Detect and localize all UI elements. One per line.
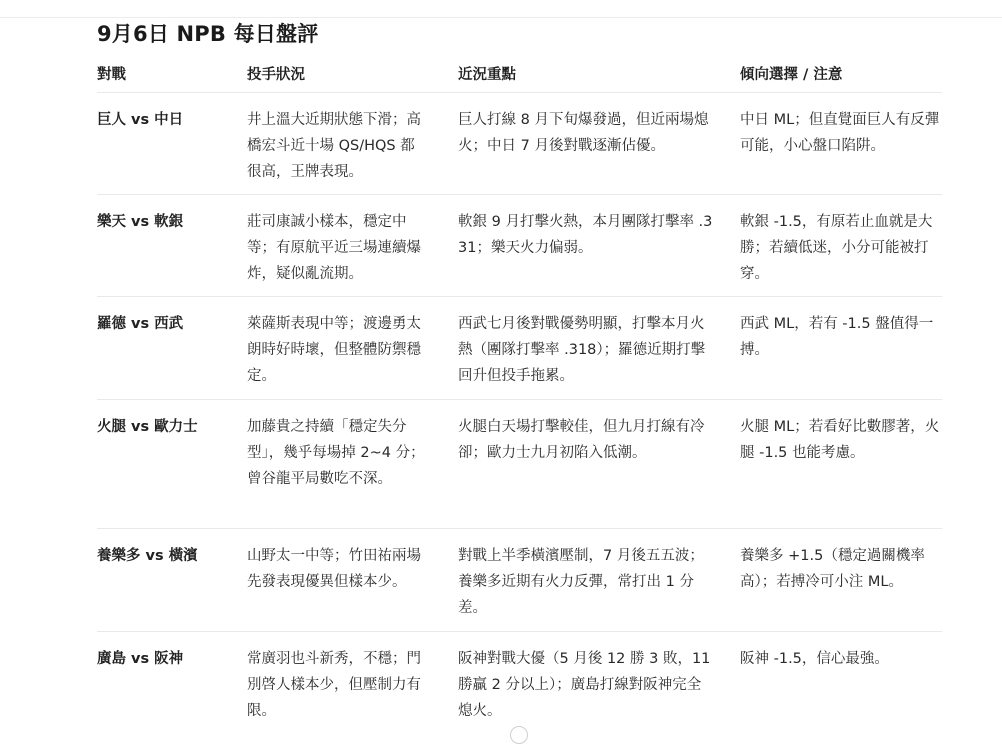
page-title: 9月6日 NPB 每日盤評 [97,22,319,46]
matchup-cell: 養樂多 vs 橫濱 [97,548,198,564]
pitchers-cell: 萊薩斯表現中等；渡邊勇太朗時好時壞，但整體防禦穩定。 [247,316,421,384]
scroll-down-button[interactable] [510,726,528,744]
table-row [97,400,942,529]
pick-cell: 養樂多 +1.5（穩定過關機率高）；若搏冷可小注 ML。 [740,548,925,590]
header-pitchers: 投手狀況 [247,67,305,83]
pick-cell: 軟銀 -1.5，有原若止血就是大勝；若續低迷，小分可能被打穿。 [740,214,933,282]
pitchers-cell: 莊司康誠小樣本，穩定中等；有原航平近三場連續爆炸，疑似亂流期。 [247,214,421,282]
pitchers-cell: 加藤貴之持續「穩定失分型」，幾乎每場掉 2~4 分；曾谷龍平局數吃不深。 [247,419,425,487]
matchup-cell: 羅德 vs 西武 [97,316,184,332]
pitchers-cell: 常廣羽也斗新秀，不穩；門別啓人樣本少，但壓制力有限。 [247,651,421,719]
recent-cell: 阪神對戰大優（5 月後 12 勝 3 敗，11 勝贏 2 分以上）；廣島打線對阪神完全熄火。 [458,651,711,719]
pitchers-cell: 山野太一中等；竹田祐兩場先發表現優異但樣本少。 [247,548,421,590]
table-row [97,297,942,400]
pitchers-cell: 井上溫大近期狀態下滑；高橋宏斗近十場 QS/HQS 都很高，王牌表現。 [247,112,421,180]
recent-cell: 火腿白天場打擊較佳，但九月打線有冷卻；歐力士九月初陷入低潮。 [458,419,705,461]
table-row [97,529,942,632]
recent-cell: 巨人打線 8 月下旬爆發過，但近兩場熄火；中日 7 月後對戰逐漸佔優。 [458,112,709,154]
recent-cell: 軟銀 9 月打擊火熱，本月團隊打擊率 .331；樂天火力偏弱。 [458,214,713,256]
matchup-cell: 廣島 vs 阪神 [97,651,184,667]
matchup-cell: 巨人 vs 中日 [97,112,184,128]
pick-cell: 西武 ML，若有 -1.5 盤值得一搏。 [740,316,934,358]
table-row [97,195,942,297]
header-recent: 近況重點 [458,67,516,83]
recent-cell: 對戰上半季橫濱壓制，7 月後五五波；養樂多近期有火力反彈，常打出 1 分差。 [458,548,704,616]
header-matchup: 對戰 [97,67,126,83]
table-row [97,93,942,195]
pick-cell: 火腿 ML；若看好比數膠著，火腿 -1.5 也能考慮。 [740,419,940,461]
header-pick: 傾向選擇 / 注意 [740,67,843,83]
recent-cell: 西武七月後對戰優勢明顯，打擊本月火熱（團隊打擊率 .318）；羅德近期打擊回升但投手拖累。 [458,316,706,384]
matchup-cell: 樂天 vs 軟銀 [97,214,184,230]
pick-cell: 阪神 -1.5，信心最強。 [740,651,889,667]
picks-table [97,56,942,742]
table-header-row [97,56,942,93]
pick-cell: 中日 ML；但直覺面巨人有反彈可能，小心盤口陷阱。 [740,112,940,154]
matchup-cell: 火腿 vs 歐力士 [97,419,198,435]
